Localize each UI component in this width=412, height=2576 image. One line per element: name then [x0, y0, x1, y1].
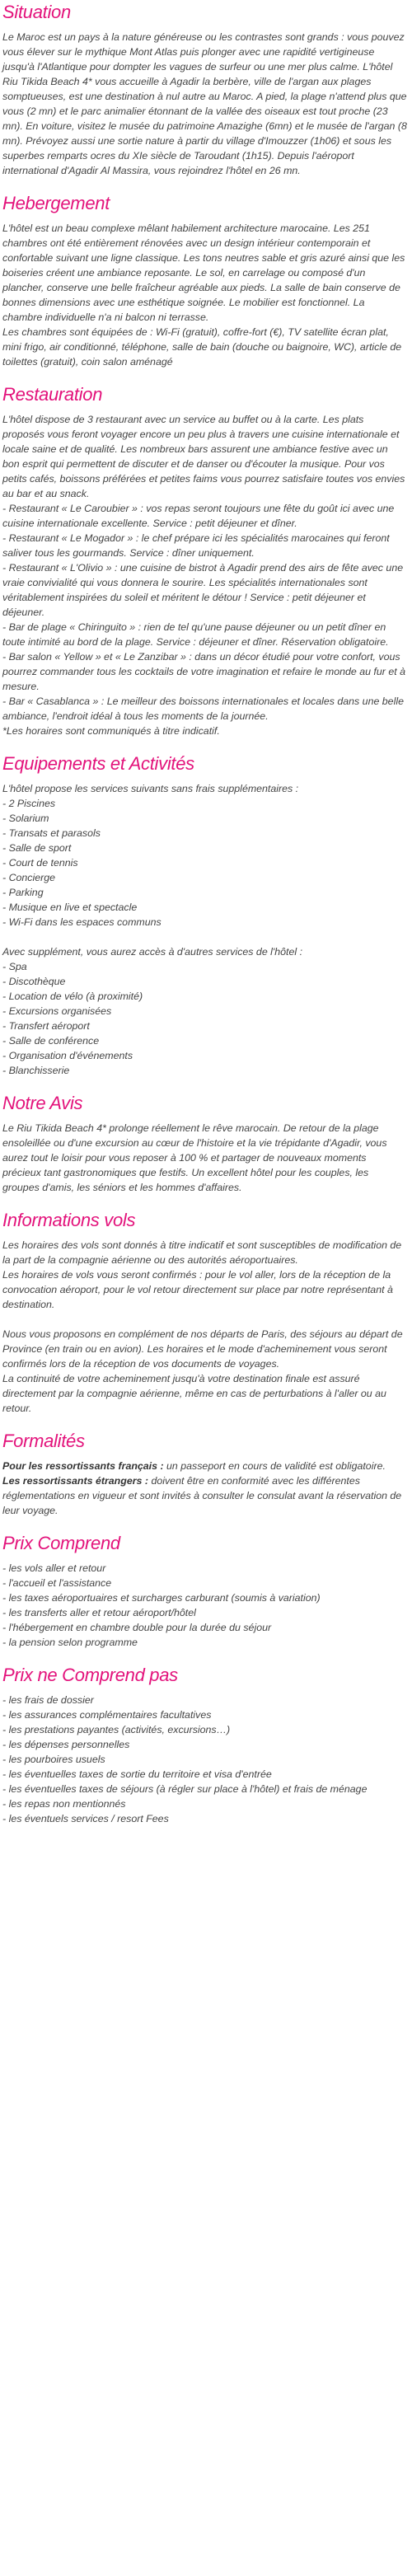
notre-avis-text: Le Riu Tikida Beach 4* prolonge réellement le rêve marocain. De retour de la plage ensoleillée ou d'une excursion au cœur de l'histoire et la vie trépidante d'Agadir, vous aurez tout le loisir pour vous reposer à 100 % et partager de nouveaux moments précieux tant gastronomiques que festifs. Un excellent hôtel pour les couples, les groupes d'amis, les séniors et les hommes d'affaires. — [2, 1122, 387, 1193]
situation-text: Le Maroc est un pays à la nature généreuse ou les contrastes sont grands : vous pouvez vous élever sur le mythique Mont Atlas puis plonger avec une rapidité vertigineuse jusqu'à l'Atlantique pour dompter les vagues de surfeur ou une mer plus calme. L'hôtel Riu Tikida Beach 4* vous accueille à Agadir la berbère, ville de l'argan aux plages somptueuses, est une destination à nul autre au Maroc. A pied, la plage n'attend plus que vous (2 mn) et le parc animalier étonnant de la vallée des oiseaux est tout proche (23 mn). En voiture, visitez le musée du patrimoine Amazighe (6mn) et le musée de l'argan (8 mn). Prévoyez aussi une sortie nature à partir du village d'Imouzzer (1h06) et sous les superbes remparts ocres du XIe siècle de Taroudant (1h15). Depuis l'aéroport international d'Agadir Al Massira, vous rejoindrez l'hôtel en 26 mn. — [2, 31, 407, 176]
list-item: - les transferts aller et retour aéroport/hôtel — [2, 1607, 196, 1618]
section-title-hebergement: Hebergement — [2, 193, 110, 213]
list-item: - les éventuels services / resort Fees — [2, 1813, 169, 1824]
vols-paragraph: Les horaires de vols vous seront confirmés : pour le vol aller, lors de la réception de la convocation aéroport, pour le vol retour directement sur place par notre représentant à destination. — [2, 1269, 393, 1310]
list-item: - les prestations payantes (activités, excursions…) — [2, 1724, 231, 1735]
list-item: - les frais de dossier — [2, 1694, 94, 1706]
list-item: - les éventuelles taxes de séjours (à régler sur place à l'hôtel) et frais de ménage — [2, 1783, 368, 1795]
list-item: - Location de vélo (à proximité) — [2, 991, 143, 1002]
list-item: - Transats et parasols — [2, 827, 101, 839]
section-title-situation: Situation — [2, 2, 71, 22]
list-item: - Salle de sport — [2, 842, 72, 854]
restauration-line: - Restaurant « Le Caroubier » : vos repas seront toujours une fête du goût ici avec une cuisine internationale excellente. Service : petit déjeuner et dîner. — [2, 503, 395, 529]
list-item: - Solarium — [2, 813, 49, 824]
section-title-restauration: Restauration — [2, 384, 103, 405]
restauration-line: *Les horaires sont communiqués à titre indicatif. — [2, 725, 220, 737]
section-prix-comprend — [2, 1533, 407, 1650]
list-item: - les vols aller et retour — [2, 1562, 106, 1574]
formalites-foreign — [2, 1473, 407, 1518]
list-item: - Wi-Fi dans les espaces communs — [2, 916, 162, 928]
list-item: - les dépenses personnelles — [2, 1739, 130, 1750]
section-hebergement — [2, 193, 407, 369]
list-item: - Discothèque — [2, 976, 66, 987]
list-item: - 2 Piscines — [2, 798, 56, 809]
formalites-text — [2, 1459, 407, 1518]
list-item: - l'accueil et l'assistance — [2, 1577, 112, 1589]
section-formalites — [2, 1431, 407, 1518]
section-title-prix-ne-comprend: Prix ne Comprend pas — [2, 1665, 178, 1685]
list-item: - Organisation d'événements — [2, 1050, 133, 1061]
section-title-prix-comprend: Prix Comprend — [2, 1533, 120, 1553]
restauration-line: - Bar « Casablanca » : Le meilleur des boissons internationales et locales dans une belle ambiance, l'endroit idéal à tous les moments de la journée. — [2, 696, 404, 722]
equipements-paid-intro: Avec supplément, vous aurez accès à d'autres services de l'hôtel : — [2, 946, 303, 958]
list-item: - les pourboires usuels — [2, 1754, 105, 1765]
formalites-foreign-text: doivent être en conformité avec les différentes réglementations en vigueur et sont invités à consulter le consulat avant la réservation de leur voyage. — [2, 1475, 402, 1516]
restauration-line: - Bar salon « Yellow » et « Le Zanzibar » : dans un décor étudié pour votre confort, vous pourrez commander tous les cocktails de votre imagination et refaire le monde au fur et à mesure. — [2, 651, 405, 692]
list-item: - Blanchisserie — [2, 1065, 70, 1076]
vols-paragraph: Les horaires des vols sont donnés à titre indicatif et sont susceptibles de modification de la part de la compagnie aérienne ou des autorités aéroportuaires. — [2, 1239, 402, 1266]
equipements-intro: L'hôtel propose les services suivants sans frais supplémentaires : — [2, 783, 299, 794]
section-title-equipements: Equipements et Activités — [2, 753, 194, 774]
section-prix-ne-comprend — [2, 1665, 407, 1826]
restauration-list — [2, 412, 407, 738]
list-item: - Musique en live et spectacle — [2, 902, 138, 913]
list-item: - les taxes aéroportuaires et surcharges carburant (soumis à variation) — [2, 1592, 321, 1604]
restauration-line: - Restaurant « Le Mogador » : le chef prépare ici les spécialités marocaines qui feront saliver tous les gourmands. Service : dîner uniquement. — [2, 532, 390, 559]
list-item: - Concierge — [2, 872, 56, 883]
formalites-french-text: un passeport en cours de validité est obligatoire. — [163, 1460, 386, 1472]
prix-comprend-list — [2, 1561, 407, 1650]
restauration-line: - Bar de plage « Chiringuito » : rien de tel qu'une pause déjeuner ou un petit dîner en toute intimité au bord de la plage. Service : déjeuner et dîner. Réservation obligatoire. — [2, 621, 389, 648]
list-item: - Excursions organisées — [2, 1005, 112, 1017]
hebergement-description: L'hôtel est un beau complexe mêlant habilement architecture marocaine. Les 251 chambres ont été entièrement rénovées avec un design intérieur contemporain et confortable suivant une ligne classique. Les tons neutres sable et gris azuré ainsi que les boiseries créent une ambiance reposante. Le sol, en carrelage ou composé d'un plancher, conserve une belle fraîcheur agréable aux pieds. La salle de bain conserve de bonnes dimensions avec une esthétique soignée. Le mobilier est fonctionnel. La chambre individuelle n'a ni balcon ni terrasse. — [2, 222, 405, 323]
section-informations-vols — [2, 1210, 407, 1416]
formalites-french — [2, 1459, 407, 1473]
hebergement-room-equipment: Les chambres sont équipées de : Wi-Fi (gratuit), coffre-fort (€), TV satellite écran plat, mini frigo, air conditionné, téléphone, salle de bain (douche ou baignoire, WC), article de toilettes (gratuit), coin salon aménagé — [2, 326, 402, 368]
section-title-notre-avis: Notre Avis — [2, 1093, 83, 1113]
list-item: - Court de tennis — [2, 857, 78, 869]
section-situation — [2, 0, 407, 178]
list-item: - Transfert aéroport — [2, 1020, 90, 1032]
restauration-line: - Restaurant « L'Olivio » : une cuisine de bistrot à Agadir prend des airs de fête avec une vraie convivialité qui vous donnera le sourire. Les spécialités internationales sont véritablement inspirées du soleil et méritent le détour ! Service : petit déjeuner et déjeuner. — [2, 562, 404, 618]
list-item: - la pension selon programme — [2, 1637, 138, 1648]
section-title-informations-vols: Informations vols — [2, 1210, 136, 1230]
list-item: - les assurances complémentaires facultatives — [2, 1709, 212, 1721]
vols-paragraph: La continuité de votre acheminement jusqu'à votre destination finale est assuré directement par la compagnie aérienne, même en cas de perturbations à l'aller ou au retour. — [2, 1373, 386, 1414]
list-item: - Spa — [2, 961, 27, 972]
list-item: - les repas non mentionnés — [2, 1798, 126, 1810]
prix-ne-comprend-list — [2, 1693, 407, 1826]
list-item: - Parking — [2, 887, 44, 898]
section-restauration — [2, 384, 407, 738]
formalites-french-label: Pour les ressortissants français : — [2, 1460, 164, 1472]
restauration-line: L'hôtel dispose de 3 restaurant avec un service au buffet ou à la carte. Les plats proposés vous feront voyager encore un peu plus à travers une cuisine internationale et locale saine et de qualité. Les nombreux bars assurent une ambiance festive avec un bon esprit qui permettent de discuter et de danser ou d'écouter la musique. Pour vos petits cafés, boissons préférées et petites faims vous pourrez satisfaire toutes vos envies au bar et au snack. — [2, 414, 405, 499]
section-title-formalites: Formalités — [2, 1431, 85, 1451]
informations-vols-text — [2, 1238, 407, 1416]
equipements-list — [2, 781, 407, 1078]
list-item: - les éventuelles taxes de sortie du territoire et visa d'entrée — [2, 1768, 272, 1780]
section-equipements — [2, 753, 407, 1078]
list-item: - Salle de conférence — [2, 1035, 100, 1047]
list-item: - l'hébergement en chambre double pour la durée du séjour — [2, 1622, 272, 1633]
formalites-foreign-label: Les ressortissants étrangers : — [2, 1475, 148, 1487]
vols-paragraph: Nous vous proposons en complément de nos départs de Paris, des séjours au départ de Province (en train ou en avion). Les horaires et le mode d'acheminement vous seront confirmés lors de la réception de vos documents de voyages. — [2, 1328, 403, 1370]
section-notre-avis — [2, 1093, 407, 1195]
